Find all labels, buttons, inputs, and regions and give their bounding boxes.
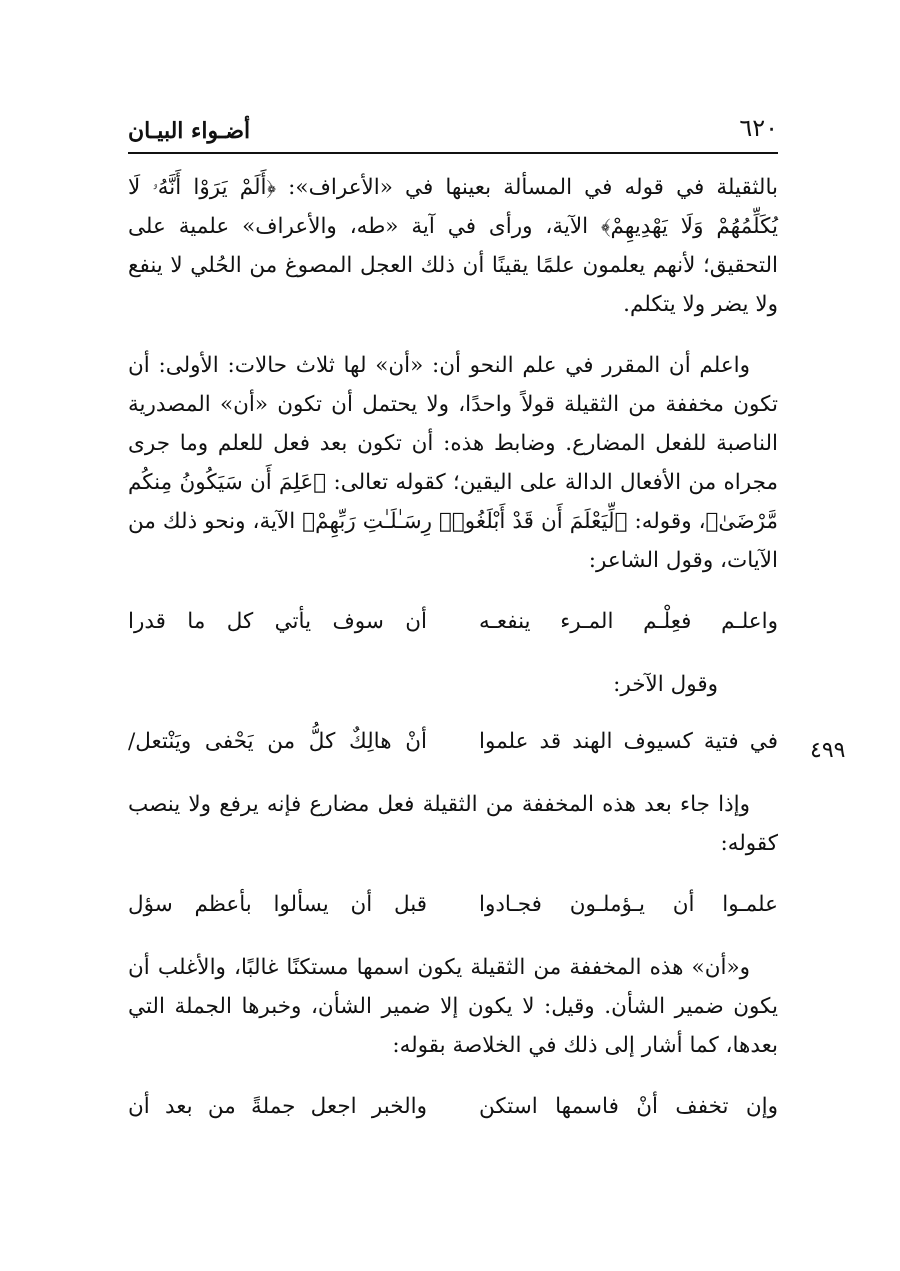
- margin-reference-number: ٤٩٩: [810, 738, 846, 763]
- poetry-verse-3: [128, 885, 778, 924]
- paragraph-3: وإذا جاء بعد هذه المخففة من الثقيلة فعل مضارع فإنه يرفع ولا ينصب كقوله:: [128, 792, 778, 856]
- verse-first-hemistich: واعلـم فعِلْـم المـرء ينفعـه: [479, 609, 778, 634]
- verse-first-hemistich: علمـوا أن يـؤملـون فجـادوا: [479, 892, 778, 917]
- page-header: [128, 108, 778, 154]
- page-body: [128, 168, 778, 1150]
- verse-introduction: وقول الآخر:: [613, 672, 718, 697]
- paragraph-4: و«أن» هذه المخففة من الثقيلة يكون اسمها مستكنًا غالبًا، والأغلب أن يكون ضمير الشأن. وقيل: لا يكون إلا ضمير الشأن، وخبرها الجملة التي بعدها، كما أشار إلى ذلك في الخلاصة بقوله:: [128, 955, 778, 1058]
- verse-first-hemistich: في فتية كسيوف الهند قد علموا: [479, 729, 778, 754]
- poetry-verse-2: [128, 722, 778, 761]
- verse-second-hemistich: أن سوف يأتي كل ما قدرا: [128, 609, 427, 634]
- paragraph-1: بالثقيلة في قوله في المسألة بعينها في «الأعراف»: ﴿أَلَمْ يَرَوْا أَنَّهُۥ لَا يُكَلِّمُهُمْ وَلَا يَهْدِيهِمْ﴾ الآية، ورأى في آية «طه، والأعراف» علمية على التحقيق؛ لأنهم يعلمون علمًا يقينًا أن ذلك العجل المصوغ من الحُلي لا ينفع ولا يضر ولا يتكلم.: [128, 175, 778, 317]
- page-number: ٦٢٠: [739, 114, 778, 142]
- poetry-verse-4: [128, 1087, 778, 1126]
- paragraph-2: واعلم أن المقرر في علم النحو أن: «أن» لها ثلاث حالات: الأولى: أن تكون مخففة من الثقيلة قولاً واحدًا، ولا يحتمل أن تكون «أن» المصدرية الناصبة للفعل المضارع. وضابط هذه: أن تكون بعد فعل للعلم وما جرى مجراه من الأفعال الدالة على اليقين؛ كقوله تعالى: ﴿عَلِمَ أَن سَيَكُونُ مِنكُم مَّرْضَىٰ﴾، وقوله: ﴿لِّيَعْلَمَ أَن قَدْ أَبْلَغُوا۟ رِسَـٰلَـٰتِ رَبِّهِمْ﴾ الآية، ونحو ذلك من الآيات، وقول الشاعر:: [128, 353, 778, 573]
- verse-second-hemistich: والخبر اجعل جملةً من بعد أن: [128, 1094, 427, 1119]
- verse-first-hemistich: وإن تخفف أنْ فاسمها استكن: [479, 1094, 778, 1119]
- verse-second-hemistich: أنْ هالِكٌ كلُّ من يَحْفى ويَنْتعل/: [128, 729, 427, 754]
- poetry-verse-1: [128, 602, 778, 641]
- verse-second-hemistich: قبل أن يسألوا بأعظم سؤل: [128, 892, 427, 917]
- book-title: أضـواء البيـان: [128, 118, 251, 144]
